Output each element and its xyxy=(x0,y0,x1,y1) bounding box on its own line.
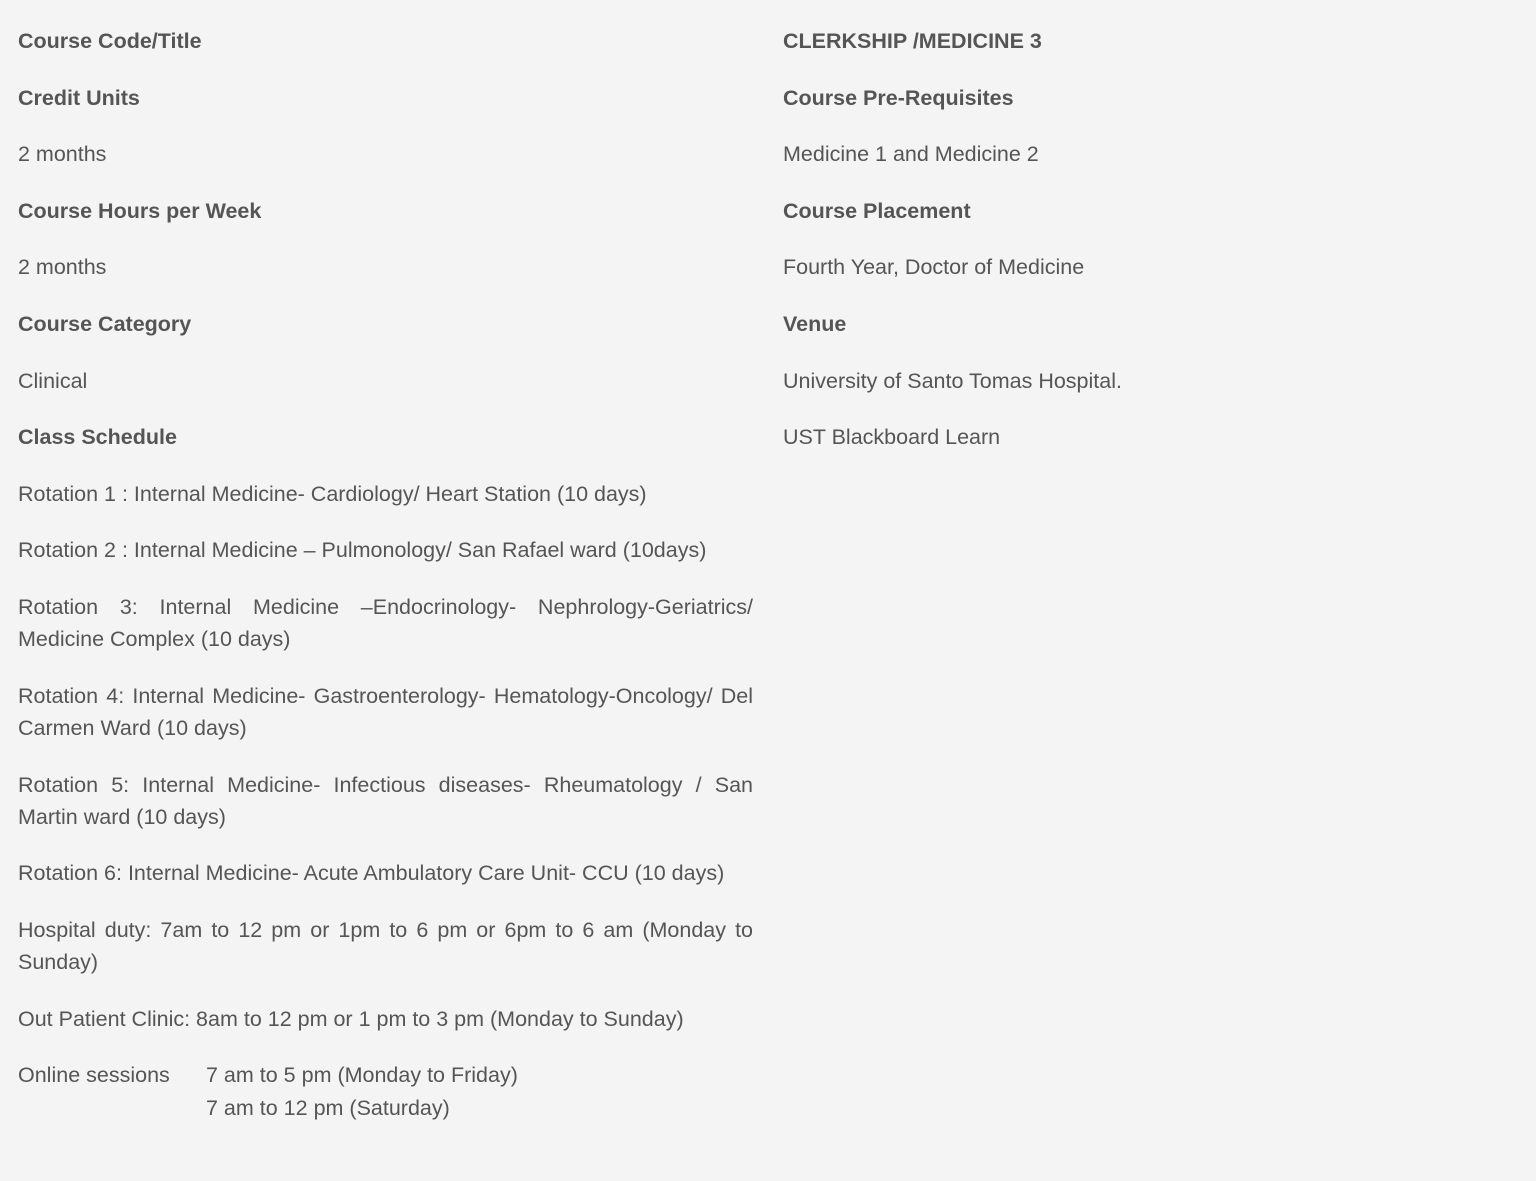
course-placement-value: Fourth Year, Doctor of Medicine xyxy=(783,255,1085,280)
schedule-rotation-5: Rotation 5: Internal Medicine- Infectious diseases- Rheumatology / San Martin ward (10 days) xyxy=(18,772,753,829)
schedule-rotation-3: Rotation 3: Internal Medicine –Endocrinology- Nephrology-Geriatrics/ Medicine Complex (10 days) xyxy=(18,594,753,652)
left-column xyxy=(18,25,753,1124)
schedule-rotation-4: Rotation 4: Internal Medicine- Gastroenterology- Hematology-Oncology/ Del Carmen Ward (10 days) xyxy=(18,683,753,740)
online-session-saturday: 7 am to 12 pm (Saturday) xyxy=(206,1095,450,1120)
credit-units-label: Credit Units xyxy=(18,85,140,110)
online-sessions xyxy=(18,1059,753,1123)
course-placement-label: Course Placement xyxy=(783,198,971,223)
online-session-weekday: 7 am to 5 pm (Monday to Friday) xyxy=(206,1063,518,1088)
prerequisites-value: Medicine 1 and Medicine 2 xyxy=(783,142,1039,167)
schedule-rotation-2: Rotation 2 : Internal Medicine – Pulmonology/ San Rafael ward (10days) xyxy=(18,538,707,563)
venue-label: Venue xyxy=(783,311,847,336)
course-title-value: CLERKSHIP /MEDICINE 3 xyxy=(783,29,1042,53)
course-category-value: Clinical xyxy=(18,368,88,393)
schedule-rotation-6: Rotation 6: Internal Medicine- Acute Ambulatory Care Unit- CCU (10 days) xyxy=(18,861,725,886)
schedule-hospital-duty: Hospital duty: 7am to 12 pm or 1pm to 6 pm or 6pm to 6 am (Monday to Sunday) xyxy=(18,917,753,975)
right-column xyxy=(783,25,1503,478)
prerequisites-label: Course Pre-Requisites xyxy=(783,85,1014,110)
class-schedule-label: Class Schedule xyxy=(18,425,177,450)
online-sessions-times xyxy=(206,1059,518,1123)
schedule-outpatient-clinic: Out Patient Clinic: 8am to 12 pm or 1 pm to 3 pm (Monday to Sunday) xyxy=(18,1006,684,1031)
course-hours-value: 2 months xyxy=(18,255,107,280)
venue-hospital: University of Santo Tomas Hospital. xyxy=(783,368,1122,393)
course-hours-label: Course Hours per Week xyxy=(18,198,262,223)
course-code-label: Course Code/Title xyxy=(18,29,202,53)
online-sessions-label: Online sessions xyxy=(18,1063,170,1088)
course-category-label: Course Category xyxy=(18,311,192,336)
credit-units-value: 2 months xyxy=(18,142,107,167)
schedule-rotation-1: Rotation 1 : Internal Medicine- Cardiology/ Heart Station (10 days) xyxy=(18,481,647,506)
venue-online: UST Blackboard Learn xyxy=(783,425,1001,450)
